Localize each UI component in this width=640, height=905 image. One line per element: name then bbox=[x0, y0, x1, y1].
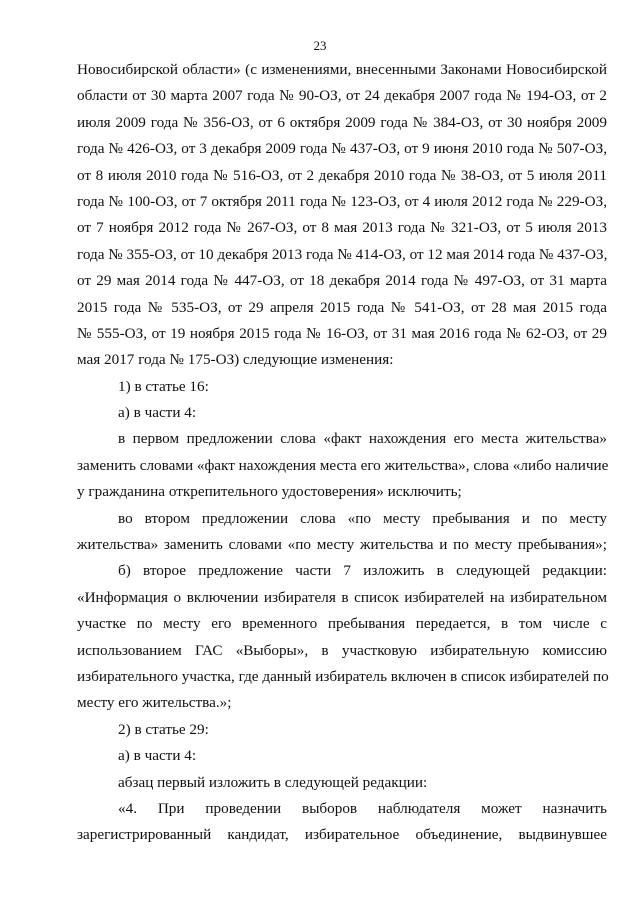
text-line: 2) в статье 29: bbox=[118, 720, 209, 738]
text-line: от 8 июля 2010 года № 516-ОЗ, от 2 декабря 2010 года № 38-ОЗ, от 5 июля 2011 bbox=[77, 166, 607, 184]
text-line: использованием ГАС «Выборы», в участковую избирательную комиссию bbox=[77, 641, 607, 659]
text-line: года № 426-ОЗ, от 3 декабря 2009 года № 437-ОЗ, от 9 июня 2010 года № 507-ОЗ, bbox=[77, 140, 607, 158]
text-line: жительства» заменить словами «по месту жительства и по месту пребывания»; bbox=[77, 536, 607, 554]
text-line: избирательного участка, где данный избиратель включен в список избирателей по bbox=[77, 667, 609, 685]
text-line: 2015 года № 535-ОЗ, от 29 апреля 2015 года № 541-ОЗ, от 28 мая 2015 года bbox=[77, 298, 607, 316]
text-line: а) в части 4: bbox=[118, 404, 197, 422]
text-line: «Информация о включении избирателя в список избирателей на избирательном bbox=[77, 588, 607, 606]
document-body bbox=[77, 57, 607, 849]
text-line: мая 2017 года № 175-ОЗ) следующие изменения: bbox=[77, 351, 394, 369]
text-line: абзац первый изложить в следующей редакции: bbox=[118, 773, 428, 791]
text-line: а) в части 4: bbox=[118, 747, 197, 765]
text-line: от 7 ноября 2012 года № 267-ОЗ, от 8 мая 2013 года № 321-ОЗ, от 5 июля 2013 bbox=[77, 219, 607, 237]
text-line: года № 355-ОЗ, от 10 декабря 2013 года № 414-ОЗ, от 12 мая 2014 года № 437-ОЗ, bbox=[77, 245, 608, 263]
text-line: № 555-ОЗ, от 19 ноября 2015 года № 16-ОЗ, от 31 мая 2016 года № 62-ОЗ, от 29 bbox=[77, 324, 607, 342]
text-line: «4. При проведении выборов наблюдателя может назначить bbox=[118, 799, 607, 817]
text-line: у гражданина открепительного удостоверения» исключить; bbox=[77, 483, 462, 501]
page-number: 23 bbox=[313, 38, 327, 53]
text-line: области от 30 марта 2007 года № 90-ОЗ, от 24 декабря 2007 года № 194-ОЗ, от 2 bbox=[77, 87, 607, 105]
text-line: б) второе предложение части 7 изложить в следующей редакции: bbox=[118, 562, 607, 580]
text-line: во втором предложении слова «по месту пребывания и по месту bbox=[118, 509, 607, 527]
text-line: зарегистрированный кандидат, избирательное объединение, выдвинувшее bbox=[77, 826, 607, 844]
text-line: месту его жительства.»; bbox=[77, 694, 232, 712]
text-line: в первом предложении слова «факт нахождения его места жительства» bbox=[118, 430, 607, 448]
text-line: 1) в статье 16: bbox=[118, 377, 209, 395]
text-line: июля 2009 года № 356-ОЗ, от 6 октября 2009 года № 384-ОЗ, от 30 ноября 2009 bbox=[77, 113, 607, 131]
text-line: Новосибирской области» (с изменениями, внесенными Законами Новосибирской bbox=[77, 61, 607, 78]
text-line: от 29 мая 2014 года № 447-ОЗ, от 18 декабря 2014 года № 497-ОЗ, от 31 марта bbox=[77, 272, 607, 290]
text-line: года № 100-ОЗ, от 7 октября 2011 года № 123-ОЗ, от 4 июля 2012 года № 229-ОЗ, bbox=[77, 192, 607, 210]
text-line: заменить словами «факт нахождения места его жительства», слова «либо наличие bbox=[77, 456, 609, 474]
text-line: участке по месту его временного пребывания передается, в том числе с bbox=[77, 615, 607, 633]
